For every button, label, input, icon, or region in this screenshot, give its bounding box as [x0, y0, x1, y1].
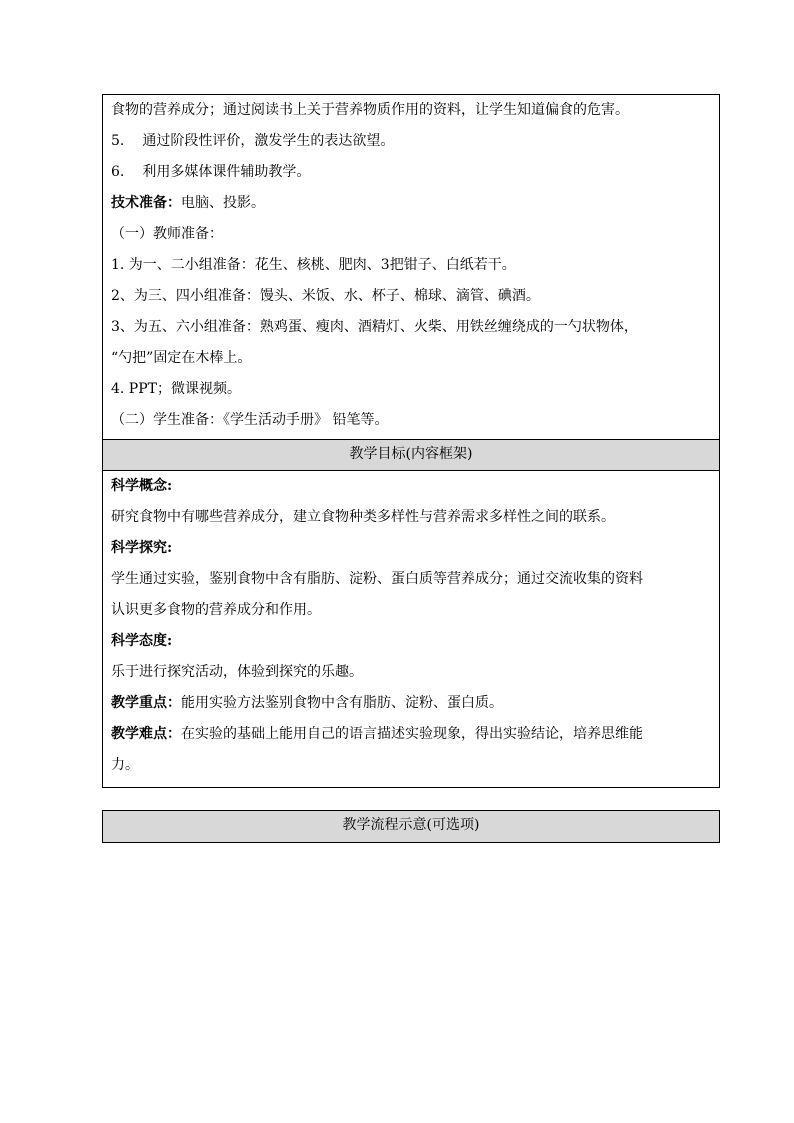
prep-item-4: 4. PPT；微课视频。 [111, 381, 241, 397]
item-6-text: 利用多媒体课件辅助教学。 [142, 164, 311, 180]
difficulty-label: 教学难点： [111, 726, 181, 742]
inquiry-label: 科学探究: [111, 540, 173, 556]
prep-item-1: 1. 为一、二小组准备：花生、核桃、肥肉、3把钳子、白纸若干。 [111, 257, 516, 273]
goals-section [103, 471, 719, 787]
preparation-section [103, 95, 719, 440]
prep-item-3a: 3、为五、六小组准备：熟鸡蛋、瘦肉、酒精灯、火柴、用铁丝缠绕成的一勺状物体， [111, 319, 638, 335]
item-6 [111, 157, 711, 188]
goals-header: 教学目标(内容框架) [103, 440, 719, 471]
attitude-text: 乐于进行探究活动，体验到探究的乐趣。 [111, 664, 363, 680]
inquiry-text-a: 学生通过实验，鉴别食物中含有脂肪、淀粉、蛋白质等营养成分；通过交流收集的资料 [111, 571, 643, 587]
difficulty-a [111, 719, 711, 750]
item-5-text: 通过阶段性评价，激发学生的表达欲望。 [142, 133, 395, 149]
item-5-number: 5. [111, 133, 125, 149]
item-5 [111, 126, 711, 157]
key-point-label: 教学重点： [111, 695, 181, 711]
concept-text: 研究食物中有哪些营养成分，建立食物种类多样性与营养需求多样性之间的联系。 [111, 509, 615, 525]
prep-item-2: 2、为三、四小组准备：馒头、米饭、水、杯子、棉球、滴管、碘酒。 [111, 288, 540, 304]
concept-label: 科学概念: [111, 478, 173, 494]
student-prep: （二）学生准备：《学生活动手册》 铅笔等。 [111, 412, 389, 428]
difficulty-text-a: 在实验的基础上能用自己的语言描述实验现象，得出实验结论，培养思维能 [181, 726, 643, 742]
lesson-plan-table [102, 94, 720, 788]
nutrition-text-line: 食物的营养成分；通过阅读书上关于营养物质作用的资料，让学生知道偏食的危害。 [111, 102, 629, 118]
flow-header: 教学流程示意(可选项) [103, 811, 719, 842]
tech-prep-text: 电脑、投影。 [181, 195, 265, 211]
tech-prep-line [111, 188, 711, 219]
key-point [111, 688, 711, 719]
flow-table [102, 810, 720, 843]
difficulty-text-b: 力。 [111, 757, 139, 773]
key-point-text: 能用实验方法鉴别食物中含有脂肪、淀粉、蛋白质。 [181, 695, 503, 711]
prep-item-3b: “勺把”固定在木棒上。 [111, 350, 252, 366]
item-6-number: 6. [111, 164, 125, 180]
inquiry-text-b: 认识更多食物的营养成分和作用。 [111, 602, 321, 618]
tech-prep-label: 技术准备： [111, 195, 181, 211]
attitude-label: 科学态度: [111, 633, 173, 649]
teacher-prep-heading: （一）教师准备： [111, 226, 223, 242]
